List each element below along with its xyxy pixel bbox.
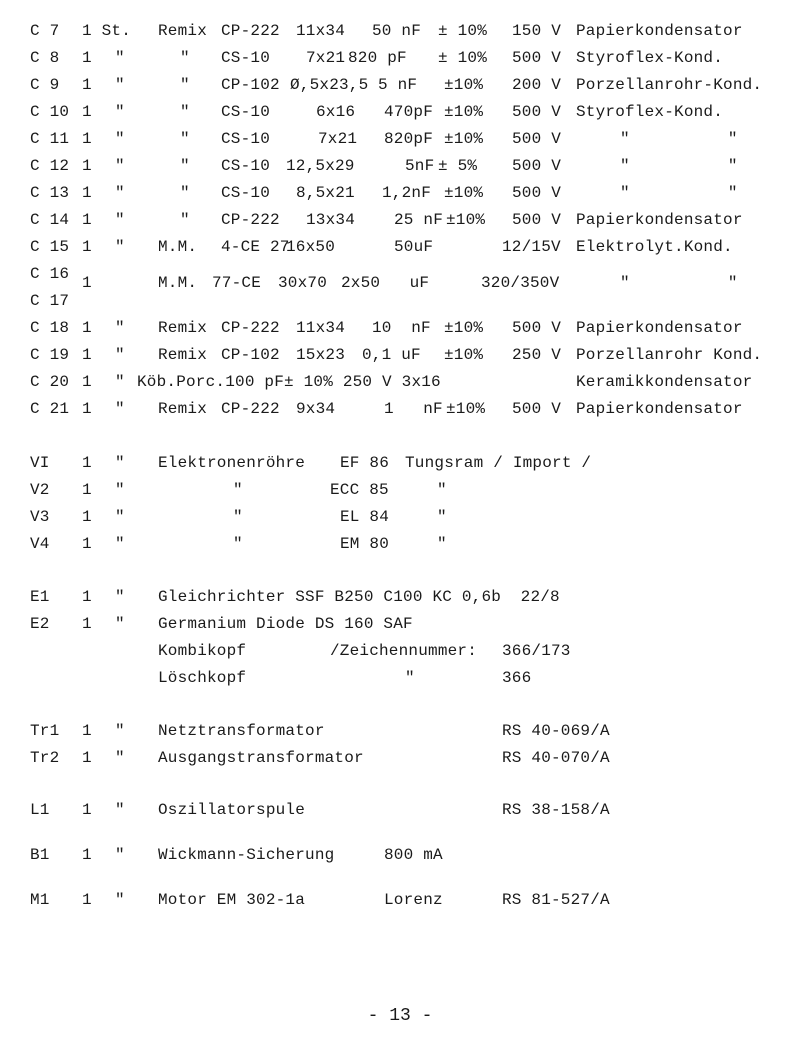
description: " " <box>620 274 738 292</box>
note: " <box>437 481 447 499</box>
ditto-mark: " <box>115 801 125 819</box>
type: CS-10 <box>221 130 271 148</box>
type: CP-222 <box>221 400 280 418</box>
ref: C 12 <box>30 157 70 175</box>
parts-row <box>0 209 800 231</box>
description: Gleichrichter SSF B250 C100 KC 0,6b 22/8 <box>158 588 560 606</box>
type: CS-10 <box>221 103 271 121</box>
name: Ausgangstransformator <box>158 749 364 767</box>
note: " <box>437 535 447 553</box>
voltage: 500 V <box>512 400 562 418</box>
qty: 1 <box>82 373 92 391</box>
ref: C 19 <box>30 346 70 364</box>
value: 820pF <box>384 130 434 148</box>
voltage: 500 V <box>512 103 562 121</box>
tolerance: ±10% <box>444 346 484 364</box>
name: Oszillatorspule <box>158 801 306 819</box>
ref: C 9 <box>30 76 60 94</box>
description: Papierkondensator <box>576 400 743 418</box>
type: CP-102 <box>221 76 280 94</box>
parts-row <box>0 290 800 312</box>
maker: Remix <box>158 346 208 364</box>
ref: C 17 <box>30 292 70 310</box>
parts-row <box>0 128 800 150</box>
parts-row <box>0 101 800 123</box>
size: 13x34 <box>306 211 356 229</box>
drawing-number: 366 <box>502 669 532 687</box>
parts-row <box>0 371 800 393</box>
ditto-mark: " <box>115 749 125 767</box>
rating: 800 mA <box>384 846 443 864</box>
qty: 1 <box>82 722 92 740</box>
tolerance: ±10% <box>446 211 486 229</box>
tolerance: ±10% <box>444 184 484 202</box>
type: CS-10 <box>221 157 271 175</box>
description: " " <box>620 130 738 148</box>
voltage: 320/350V <box>481 274 560 292</box>
description: Papierkondensator <box>576 211 743 229</box>
voltage: 150 V <box>512 22 562 40</box>
ref: C 7 <box>30 22 60 40</box>
description: Papierkondensator <box>576 319 743 337</box>
maker: Remix <box>158 400 208 418</box>
type: CP-222 <box>221 22 280 40</box>
voltage: 500 V <box>512 319 562 337</box>
voltage: 500 V <box>512 157 562 175</box>
qty: 1 <box>82 588 92 606</box>
ditto-mark: " <box>115 481 125 499</box>
value: 50uF <box>394 238 434 256</box>
type: EF 86 <box>340 454 390 472</box>
ditto-mark: " <box>405 669 415 687</box>
ref: V3 <box>30 508 50 526</box>
line: Köb.Porc.100 pF± 10% 250 V 3x16 <box>137 373 441 391</box>
size: 15x23 <box>296 346 346 364</box>
qty: 1 St. <box>82 22 132 40</box>
ditto-mark: " <box>115 184 125 202</box>
ditto-mark: " <box>115 722 125 740</box>
ref: V4 <box>30 535 50 553</box>
voltage: 12/15V <box>502 238 561 256</box>
part-code: RS 40-070/A <box>502 749 610 767</box>
parts-row <box>0 613 800 635</box>
ref: M1 <box>30 891 50 909</box>
ditto-mark: " <box>115 508 125 526</box>
voltage: 500 V <box>512 130 562 148</box>
qty: 1 <box>82 346 92 364</box>
ref: C 13 <box>30 184 70 202</box>
qty: 1 <box>82 508 92 526</box>
parts-row <box>0 533 800 555</box>
name: " <box>233 535 243 553</box>
parts-row <box>0 398 800 420</box>
description: Kombikopf <box>158 642 247 660</box>
type: CP-222 <box>221 211 280 229</box>
qty: 1 <box>82 891 92 909</box>
maker: M.M. <box>158 238 198 256</box>
description: Papierkondensator <box>576 22 743 40</box>
qty: 1 <box>82 49 92 67</box>
parts-row <box>0 889 800 911</box>
ditto-mark: " <box>115 615 125 633</box>
tolerance: ±10% <box>444 103 484 121</box>
value: 0,1 uF <box>362 346 421 364</box>
qty: 1 <box>82 184 92 202</box>
qty: 1 <box>82 535 92 553</box>
maker: Remix <box>158 22 208 40</box>
qty: 1 <box>82 274 92 292</box>
qty: 1 <box>82 454 92 472</box>
value: 470pF <box>384 103 434 121</box>
maker: " <box>180 103 190 121</box>
drawing-number: 366/173 <box>502 642 571 660</box>
parts-row <box>0 155 800 177</box>
ref: V2 <box>30 481 50 499</box>
qty: 1 <box>82 749 92 767</box>
value: 5 nF <box>378 76 418 94</box>
note: " <box>437 508 447 526</box>
voltage: 200 V <box>512 76 562 94</box>
qty: 1 <box>82 103 92 121</box>
value: 50 nF <box>372 22 422 40</box>
maker: " <box>180 49 190 67</box>
note: Tungsram / Import / <box>405 454 592 472</box>
value: 10 nF <box>372 319 431 337</box>
ref: E2 <box>30 615 50 633</box>
name: Wickmann-Sicherung <box>158 846 335 864</box>
value: 5nF <box>405 157 435 175</box>
ditto-mark: " <box>115 103 125 121</box>
name: " <box>233 481 243 499</box>
ditto-mark: " <box>115 346 125 364</box>
parts-row <box>0 586 800 608</box>
page-number: - 13 - <box>367 1006 433 1026</box>
ditto-mark: " <box>115 211 125 229</box>
qty: 1 <box>82 801 92 819</box>
parts-row <box>0 799 800 821</box>
ditto-mark: " <box>115 130 125 148</box>
ref: C 8 <box>30 49 60 67</box>
ditto-mark: " <box>115 454 125 472</box>
ditto-mark: " <box>115 157 125 175</box>
ditto-mark: " <box>115 319 125 337</box>
name: Netztransformator <box>158 722 325 740</box>
parts-row <box>0 640 800 662</box>
parts-row <box>0 344 800 366</box>
ref: C 20 <box>30 373 70 391</box>
parts-row <box>0 720 800 742</box>
size: 7x21 <box>318 130 358 148</box>
ditto-mark: " <box>115 76 125 94</box>
maker: " <box>180 184 190 202</box>
qty: 1 <box>82 211 92 229</box>
description: Elektrolyt.Kond. <box>576 238 733 256</box>
drawing-number-label: /Zeichennummer: <box>330 642 478 660</box>
size: 11x34 <box>296 22 346 40</box>
maker: " <box>180 211 190 229</box>
parts-row <box>0 506 800 528</box>
description: Styroflex-Kond. <box>576 103 724 121</box>
tolerance: ±10% <box>444 76 484 94</box>
ditto-mark: " <box>115 49 125 67</box>
ref: C 10 <box>30 103 70 121</box>
ditto-mark: " <box>115 238 125 256</box>
tolerance: ± 5% <box>438 157 478 175</box>
part-code: RS 38-158/A <box>502 801 610 819</box>
maker: " <box>180 130 190 148</box>
size: 9x34 <box>296 400 336 418</box>
parts-row <box>0 182 800 204</box>
qty: 1 <box>82 481 92 499</box>
type: 77-CE <box>212 274 262 292</box>
type: EM 80 <box>340 535 390 553</box>
value: 820 pF <box>348 49 407 67</box>
ref: E1 <box>30 588 50 606</box>
parts-row <box>0 844 800 866</box>
name: " <box>233 508 243 526</box>
ditto-mark: " <box>115 535 125 553</box>
qty: 1 <box>82 846 92 864</box>
parts-row <box>0 317 800 339</box>
parts-row <box>0 667 800 689</box>
description: " " <box>620 184 738 202</box>
parts-row <box>0 47 800 69</box>
description: Löschkopf <box>158 669 247 687</box>
description: Keramikkondensator <box>576 373 753 391</box>
size: 6x16 <box>316 103 356 121</box>
part-code: RS 81-527/A <box>502 891 610 909</box>
parts-row <box>0 74 800 96</box>
size: 30x70 <box>278 274 328 292</box>
ref: L1 <box>30 801 50 819</box>
maker: Lorenz <box>384 891 443 909</box>
maker: " <box>180 157 190 175</box>
ref: C 18 <box>30 319 70 337</box>
size: 7x21 <box>306 49 346 67</box>
ditto-mark: " <box>115 373 125 391</box>
description: Porzellanrohr Kond. <box>576 346 763 364</box>
maker: Remix <box>158 319 208 337</box>
description: " " <box>620 157 738 175</box>
parts-row <box>0 452 800 474</box>
ref: C 14 <box>30 211 70 229</box>
maker: M.M. <box>158 274 198 292</box>
type: CP-222 <box>221 319 280 337</box>
ref: Tr1 <box>30 722 60 740</box>
qty: 1 <box>82 319 92 337</box>
ref: VI <box>30 454 50 472</box>
ref: B1 <box>30 846 50 864</box>
type: CS-10 <box>221 49 271 67</box>
qty: 1 <box>82 615 92 633</box>
type: 4-CE 27 <box>221 238 290 256</box>
type: ECC 85 <box>330 481 389 499</box>
tolerance: ± 10% <box>438 22 488 40</box>
ref: C 15 <box>30 238 70 256</box>
voltage: 500 V <box>512 184 562 202</box>
voltage: 500 V <box>512 49 562 67</box>
ditto-mark: " <box>115 400 125 418</box>
size: Ø,5x23,5 <box>290 76 369 94</box>
ditto-mark: " <box>115 846 125 864</box>
ditto-mark: " <box>115 588 125 606</box>
qty: 1 <box>82 157 92 175</box>
ref: C 21 <box>30 400 70 418</box>
type: CP-102 <box>221 346 280 364</box>
size: 11x34 <box>296 319 346 337</box>
ditto-mark: " <box>115 891 125 909</box>
maker: " <box>180 76 190 94</box>
qty: 1 <box>82 76 92 94</box>
description: Germanium Diode DS 160 SAF <box>158 615 413 633</box>
name: Motor EM 302-1a <box>158 891 306 909</box>
type: CS-10 <box>221 184 271 202</box>
ref: C 16 <box>30 265 70 283</box>
description: Styroflex-Kond. <box>576 49 724 67</box>
name: Elektronenröhre <box>158 454 306 472</box>
voltage: 250 V <box>512 346 562 364</box>
ref: Tr2 <box>30 749 60 767</box>
value: 2x50 uF <box>341 274 430 292</box>
description: Porzellanrohr-Kond. <box>576 76 763 94</box>
value: 1 nF <box>384 400 443 418</box>
tolerance: ±10% <box>444 319 484 337</box>
tolerance: ± 10% <box>438 49 488 67</box>
value: 25 nF <box>394 211 444 229</box>
parts-row <box>0 20 800 42</box>
value: 1,2nF <box>382 184 432 202</box>
parts-row <box>0 479 800 501</box>
tolerance: ±10% <box>446 400 486 418</box>
size: 12,5x29 <box>286 157 355 175</box>
voltage: 500 V <box>512 211 562 229</box>
size: 8,5x21 <box>296 184 355 202</box>
tolerance: ±10% <box>444 130 484 148</box>
qty: 1 <box>82 238 92 256</box>
parts-row <box>0 747 800 769</box>
qty: 1 <box>82 130 92 148</box>
ref: C 11 <box>30 130 70 148</box>
qty: 1 <box>82 400 92 418</box>
parts-row <box>0 236 800 258</box>
part-code: RS 40-069/A <box>502 722 610 740</box>
size: 16x50 <box>286 238 336 256</box>
type: EL 84 <box>340 508 390 526</box>
